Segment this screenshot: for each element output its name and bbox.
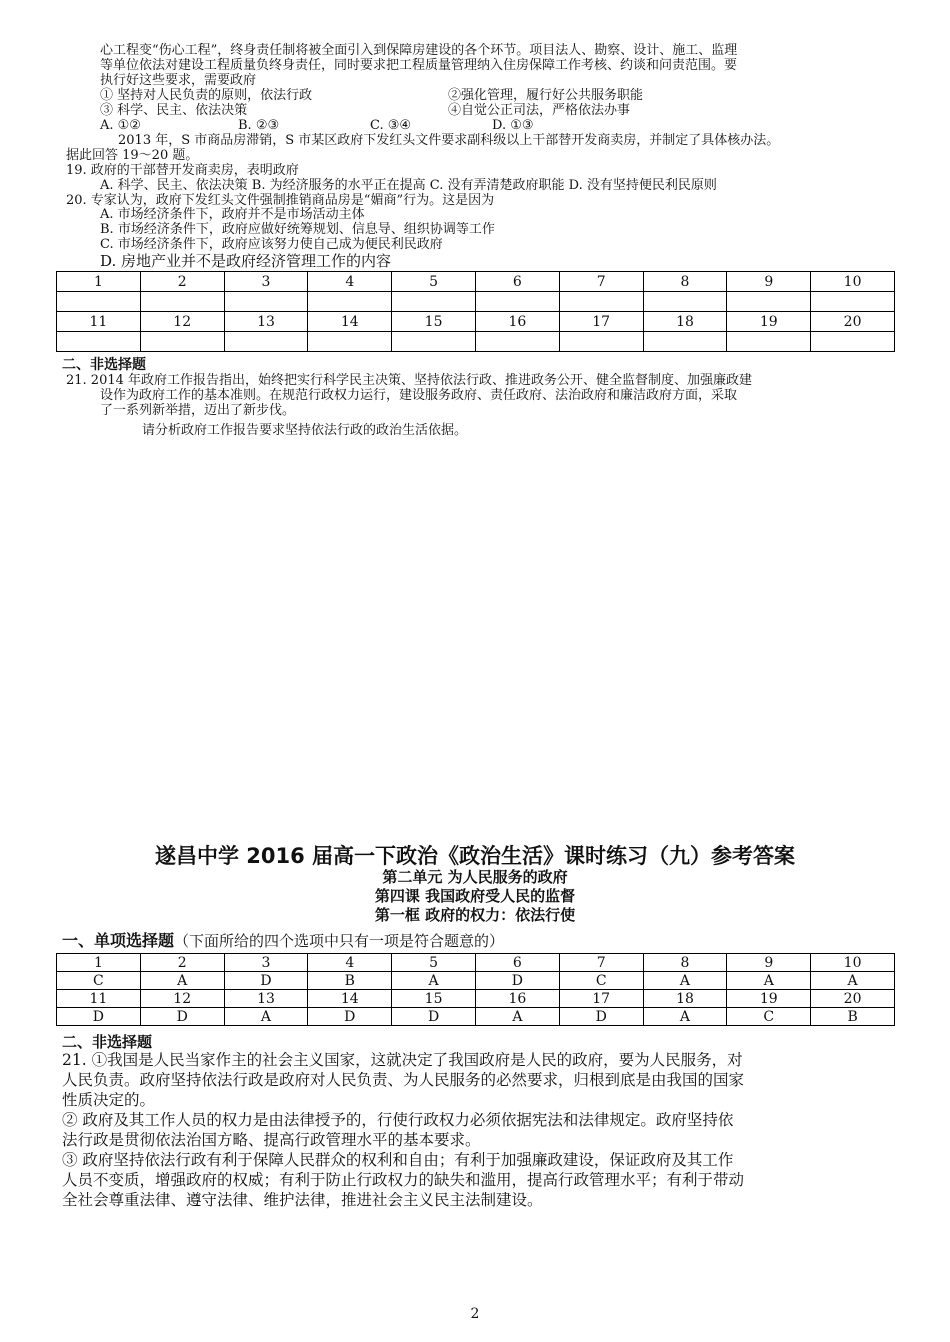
grid-cell: 11 [57, 312, 141, 332]
key-answer: A [140, 972, 224, 990]
key-answer: D [224, 972, 308, 990]
answer-line: 法行政是贯彻依法治国方略、提高行政管理水平的基本要求。 [62, 1131, 481, 1149]
key-cell: 10 [811, 954, 895, 972]
statement-2: ②强化管理，履行好公共服务职能 [448, 88, 644, 103]
grid-answer-cell[interactable] [643, 292, 727, 312]
grid-answer-cell[interactable] [559, 292, 643, 312]
grid-cell: 4 [308, 272, 392, 292]
grid-answer-cell[interactable] [224, 332, 308, 352]
lesson-heading: 第四课 我国政府受人民的监督 [374, 887, 576, 905]
answer-line: 人民负责。政府坚持依法行政是政府对人民负责、为人民服务的必然要求，归根到底是由我国的国家 [62, 1071, 745, 1089]
key-answer: D [57, 1008, 141, 1026]
statement-1: ① 坚持对人民负责的原则，依法行政 [100, 88, 313, 103]
answer-line: ② 政府及其工作人员的权力是由法律授予的，行使行政权力必须依据宪法和法律规定。政府坚持依 [62, 1111, 734, 1129]
key-row-answers-2 [57, 1008, 895, 1026]
section-1-note: （下面所给的四个选项中只有一项是符合题意的） [174, 932, 505, 950]
key-cell: 12 [140, 990, 224, 1008]
question-21-line-3: 了一系列新举措，迈出了新步伐。 [100, 403, 296, 418]
grid-answer-cell[interactable] [643, 332, 727, 352]
grid-answer-cell[interactable] [57, 332, 141, 352]
grid-answer-cell[interactable] [308, 332, 392, 352]
answer-title: 遂昌中学 2016 届高一下政治《政治生活》课时练习（九）参考答案 [154, 844, 796, 868]
key-row-answers-1 [57, 972, 895, 990]
key-answer: A [727, 972, 811, 990]
grid-answer-cell[interactable] [392, 292, 476, 312]
answer-line: 性质决定的。 [62, 1091, 156, 1109]
question-20-option-b: B. 市场经济条件下，政府应做好统筹规划、信息导、组织协调等工作 [100, 222, 495, 237]
key-answer: D [140, 1008, 224, 1026]
question-20-option-c: C. 市场经济条件下，政府应该努力使自己成为便民利民政府 [100, 237, 443, 252]
grid-answer-cell[interactable] [224, 292, 308, 312]
answer-line: 全社会尊重法律、遵守法律、维护法律，推进社会主义民主法制建设。 [62, 1191, 543, 1209]
grid-cell: 13 [224, 312, 308, 332]
section-1-title: 一、单项选择题 [62, 931, 175, 950]
question-20-option-a: A. 市场经济条件下，政府并不是市场活动主体 [100, 207, 365, 222]
key-cell: 2 [140, 954, 224, 972]
grid-cell: 17 [559, 312, 643, 332]
question-20-option-d: D. 房地产业并不是政府经济管理工作的内容 [100, 252, 392, 270]
grid-answer-cell[interactable] [57, 292, 141, 312]
grid-row-numbers-2 [57, 312, 895, 332]
section-1-heading [62, 928, 504, 951]
answer-line: ③ 政府坚持依法行政有利于保障人民群众的权利和自由；有利于加强廉政建设，保证政府及其工作 [62, 1151, 734, 1169]
grid-cell: 19 [727, 312, 811, 332]
key-cell: 13 [224, 990, 308, 1008]
grid-answer-cell[interactable] [140, 292, 224, 312]
key-answer: B [308, 972, 392, 990]
key-answer: A [224, 1008, 308, 1026]
answer-line: 人员不变质，增强政府的权威；有利于防止行政权力的缺失和滥用，提高行政管理水平；有利于带动 [62, 1171, 745, 1189]
grid-answer-cell[interactable] [475, 332, 559, 352]
key-answer: A [475, 1008, 559, 1026]
key-row-numbers-2 [57, 990, 895, 1008]
statement-4: ④自觉公正司法，严格依法办事 [448, 103, 631, 118]
grid-cell: 5 [392, 272, 476, 292]
grid-answer-cell[interactable] [727, 332, 811, 352]
grid-cell: 12 [140, 312, 224, 332]
key-answer: C [727, 1008, 811, 1026]
material-line-1: 2013 年，S 市商品房滞销，S 市某区政府下发红头文件要求副科级以上干部替开发商卖房，并制定了具体核办法。 [118, 133, 780, 148]
key-cell: 7 [559, 954, 643, 972]
intro-line-1: 心工程变“伤心工程”，终身责任制将被全面引入到保障房建设的各个环节。项目法人、勘察、设计、施工、监理 [100, 43, 738, 58]
key-cell: 5 [392, 954, 476, 972]
grid-cell: 8 [643, 272, 727, 292]
grid-cell: 14 [308, 312, 392, 332]
key-answer: A [392, 972, 476, 990]
key-answer: A [643, 972, 727, 990]
material-line-2: 据此回答 19～20 题。 [66, 148, 199, 163]
statement-3: ③ 科学、民主、依法决策 [100, 103, 248, 118]
key-cell: 14 [308, 990, 392, 1008]
intro-line-2: 等单位依法对建设工程质量负终身责任，同时要求把工程质量管理纳入住房保障工作考核、约谈和问责范围。要 [100, 58, 738, 73]
key-answer: A [643, 1008, 727, 1026]
grid-answer-cell[interactable] [392, 332, 476, 352]
grid-cell: 3 [224, 272, 308, 292]
answer-grid-blank [56, 271, 895, 352]
key-answer: A [811, 972, 895, 990]
choice-c: C. ③④ [370, 118, 412, 133]
key-answer: D [392, 1008, 476, 1026]
grid-cell: 16 [475, 312, 559, 332]
grid-cell: 9 [727, 272, 811, 292]
question-19: 19. 政府的干部替开发商卖房，表明政府 [66, 163, 299, 178]
answer-line: 21. ①我国是人民当家作主的社会主义国家，这就决定了我国政府是人民的政府，要为人民服务，对 [62, 1051, 743, 1069]
key-cell: 18 [643, 990, 727, 1008]
choice-b: B. ②③ [238, 118, 280, 133]
grid-answer-cell[interactable] [559, 332, 643, 352]
grid-cell: 20 [811, 312, 895, 332]
grid-cell: 15 [392, 312, 476, 332]
key-cell: 15 [392, 990, 476, 1008]
key-row-numbers-1 [57, 954, 895, 972]
key-answer: D [308, 1008, 392, 1026]
grid-row-numbers-1 [57, 272, 895, 292]
grid-answer-cell[interactable] [811, 292, 895, 312]
key-cell: 6 [475, 954, 559, 972]
key-cell: 4 [308, 954, 392, 972]
grid-answer-cell[interactable] [727, 292, 811, 312]
key-cell: 20 [811, 990, 895, 1008]
grid-cell: 1 [57, 272, 141, 292]
question-21-prompt: 请分析政府工作报告要求坚持依法行政的政治生活依据。 [142, 423, 468, 438]
choice-a: A. ①② [100, 118, 141, 133]
choice-d: D. ①③ [492, 118, 534, 133]
grid-answer-cell[interactable] [811, 332, 895, 352]
question-21-line-2: 设作为政府工作的基本准则。在规范行政权力运行，建设服务政府、责任政府、法治政府和廉洁政府方面，采取 [100, 388, 738, 403]
unit-heading: 第二单元 为人民服务的政府 [382, 868, 568, 886]
grid-row-answers-2 [57, 332, 895, 352]
answer-21-body [62, 1050, 892, 1210]
answer-section-2-title: 二、非选择题 [62, 1033, 153, 1051]
key-cell: 17 [559, 990, 643, 1008]
grid-cell: 18 [643, 312, 727, 332]
grid-answer-cell[interactable] [475, 292, 559, 312]
key-cell: 3 [224, 954, 308, 972]
key-cell: 19 [727, 990, 811, 1008]
key-cell: 11 [57, 990, 141, 1008]
key-cell: 9 [727, 954, 811, 972]
page-number: 2 [470, 1306, 480, 1322]
question-20: 20. 专家认为，政府下发红头文件强制推销商品房是“媚商”行为。这是因为 [66, 193, 495, 208]
key-cell: 8 [643, 954, 727, 972]
key-answer: D [475, 972, 559, 990]
key-cell: 16 [475, 990, 559, 1008]
section-2-title: 二、非选择题 [62, 357, 146, 373]
question-21-line-1: 21. 2014 年政府工作报告指出，始终把实行科学民主决策、坚持依法行政、推进政务公开、健全监督制度、加强廉政建 [66, 373, 753, 388]
answer-key-table [56, 953, 895, 1026]
grid-answer-cell[interactable] [308, 292, 392, 312]
key-answer: C [559, 972, 643, 990]
grid-cell: 10 [811, 272, 895, 292]
intro-line-3: 执行好这些要求，需要政府 [100, 73, 257, 88]
grid-answer-cell[interactable] [140, 332, 224, 352]
key-answer: C [57, 972, 141, 990]
grid-cell: 7 [559, 272, 643, 292]
grid-cell: 2 [140, 272, 224, 292]
key-answer: D [559, 1008, 643, 1026]
key-answer: B [811, 1008, 895, 1026]
frame-heading: 第一框 政府的权力：依法行使 [374, 906, 576, 924]
grid-cell: 6 [475, 272, 559, 292]
key-cell: 1 [57, 954, 141, 972]
question-19-options: A. 科学、民主、依法决策 B. 为经济服务的水平正在提高 C. 没有弄清楚政府职能 D. 没有坚持便民利民原则 [100, 178, 717, 193]
grid-row-answers-1 [57, 292, 895, 312]
